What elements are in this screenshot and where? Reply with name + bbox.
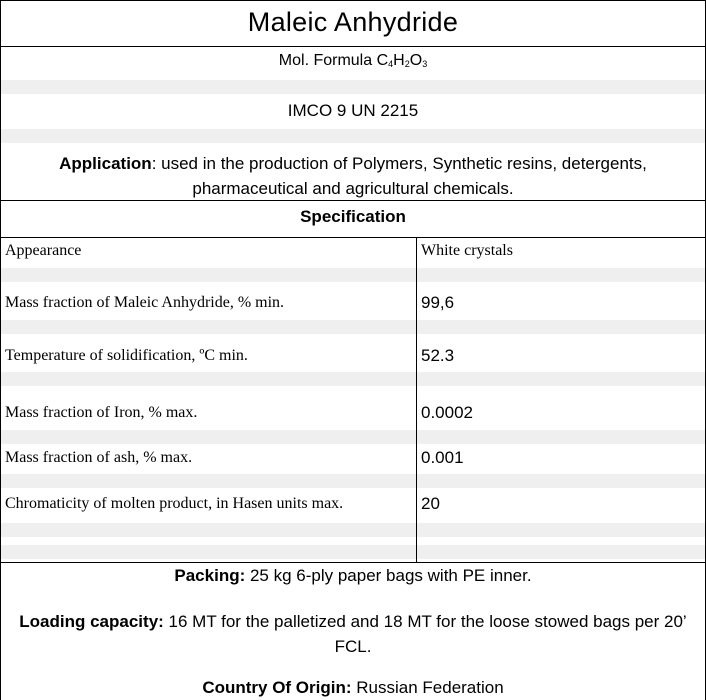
loading-capacity-info bbox=[0, 609, 706, 659]
formula-element: C bbox=[376, 52, 389, 69]
formula-subscript: 3 bbox=[422, 59, 428, 69]
formula-element: H bbox=[393, 52, 405, 69]
rule-under-spec-head bbox=[0, 237, 706, 238]
row-stripe bbox=[0, 320, 706, 334]
origin-text: Russian Federation bbox=[351, 678, 504, 697]
formula-subscript: 4 bbox=[388, 59, 394, 69]
packing-info bbox=[0, 566, 706, 586]
origin-label: Country Of Origin: bbox=[202, 678, 352, 697]
document-title: Maleic Anhydride bbox=[247, 7, 459, 37]
row-stripe bbox=[0, 268, 706, 282]
application-description: : used in the production of Polymers, Synthetic resins, detergents, pharmaceutical and agricultural chemicals. bbox=[151, 154, 647, 198]
row-stripe bbox=[0, 80, 706, 94]
spec-value: 0.0002 bbox=[421, 403, 473, 422]
row-stripe bbox=[0, 129, 706, 143]
table-column-divider bbox=[416, 237, 417, 563]
application-text bbox=[0, 151, 706, 201]
spec-value: 0.001 bbox=[421, 448, 464, 467]
row-stripe bbox=[0, 372, 706, 386]
spec-parameter: Mass fraction of Maleic Anhydride, % min. bbox=[5, 294, 285, 311]
country-of-origin bbox=[0, 678, 706, 698]
loading-capacity-label: Loading capacity: bbox=[19, 612, 164, 631]
packing-label: Packing: bbox=[174, 566, 246, 585]
row-stripe bbox=[0, 474, 706, 488]
formula-prefix: Mol. Formula bbox=[278, 52, 377, 69]
row-stripe bbox=[0, 430, 706, 444]
spec-value: White crystals bbox=[421, 242, 513, 259]
frame-top bbox=[0, 0, 706, 1]
spec-parameter: Chromaticity of molten product, in Hasen units max. bbox=[5, 495, 344, 512]
loading-capacity-text: 16 MT for the palletized and 18 MT for the loose stowed bags per 20’ FCL. bbox=[163, 612, 687, 656]
row-stripe bbox=[0, 523, 706, 537]
spec-parameter: Mass fraction of ash, % max. bbox=[5, 449, 193, 466]
formula-subscript: 2 bbox=[404, 59, 410, 69]
imco-un-code: IMCO 9 UN 2215 bbox=[287, 101, 419, 120]
spec-value: 99,6 bbox=[421, 293, 455, 312]
specification-heading: Specification bbox=[300, 207, 406, 226]
row-stripe bbox=[0, 545, 706, 559]
molecular-formula bbox=[0, 52, 706, 70]
rule-under-table bbox=[0, 562, 706, 563]
spec-parameter: Appearance bbox=[5, 242, 82, 259]
spec-parameter: Mass fraction of Iron, % max. bbox=[5, 404, 198, 421]
packing-text: 25 kg 6-ply paper bags with PE inner. bbox=[245, 566, 532, 585]
formula-element: O bbox=[409, 52, 423, 69]
rule-under-title bbox=[0, 46, 706, 47]
spec-parameter: Temperature of solidification, ºC min. bbox=[5, 347, 248, 364]
spec-value: 20 bbox=[421, 494, 440, 513]
application-label: Application bbox=[59, 154, 152, 173]
spec-value: 52.3 bbox=[421, 346, 455, 365]
